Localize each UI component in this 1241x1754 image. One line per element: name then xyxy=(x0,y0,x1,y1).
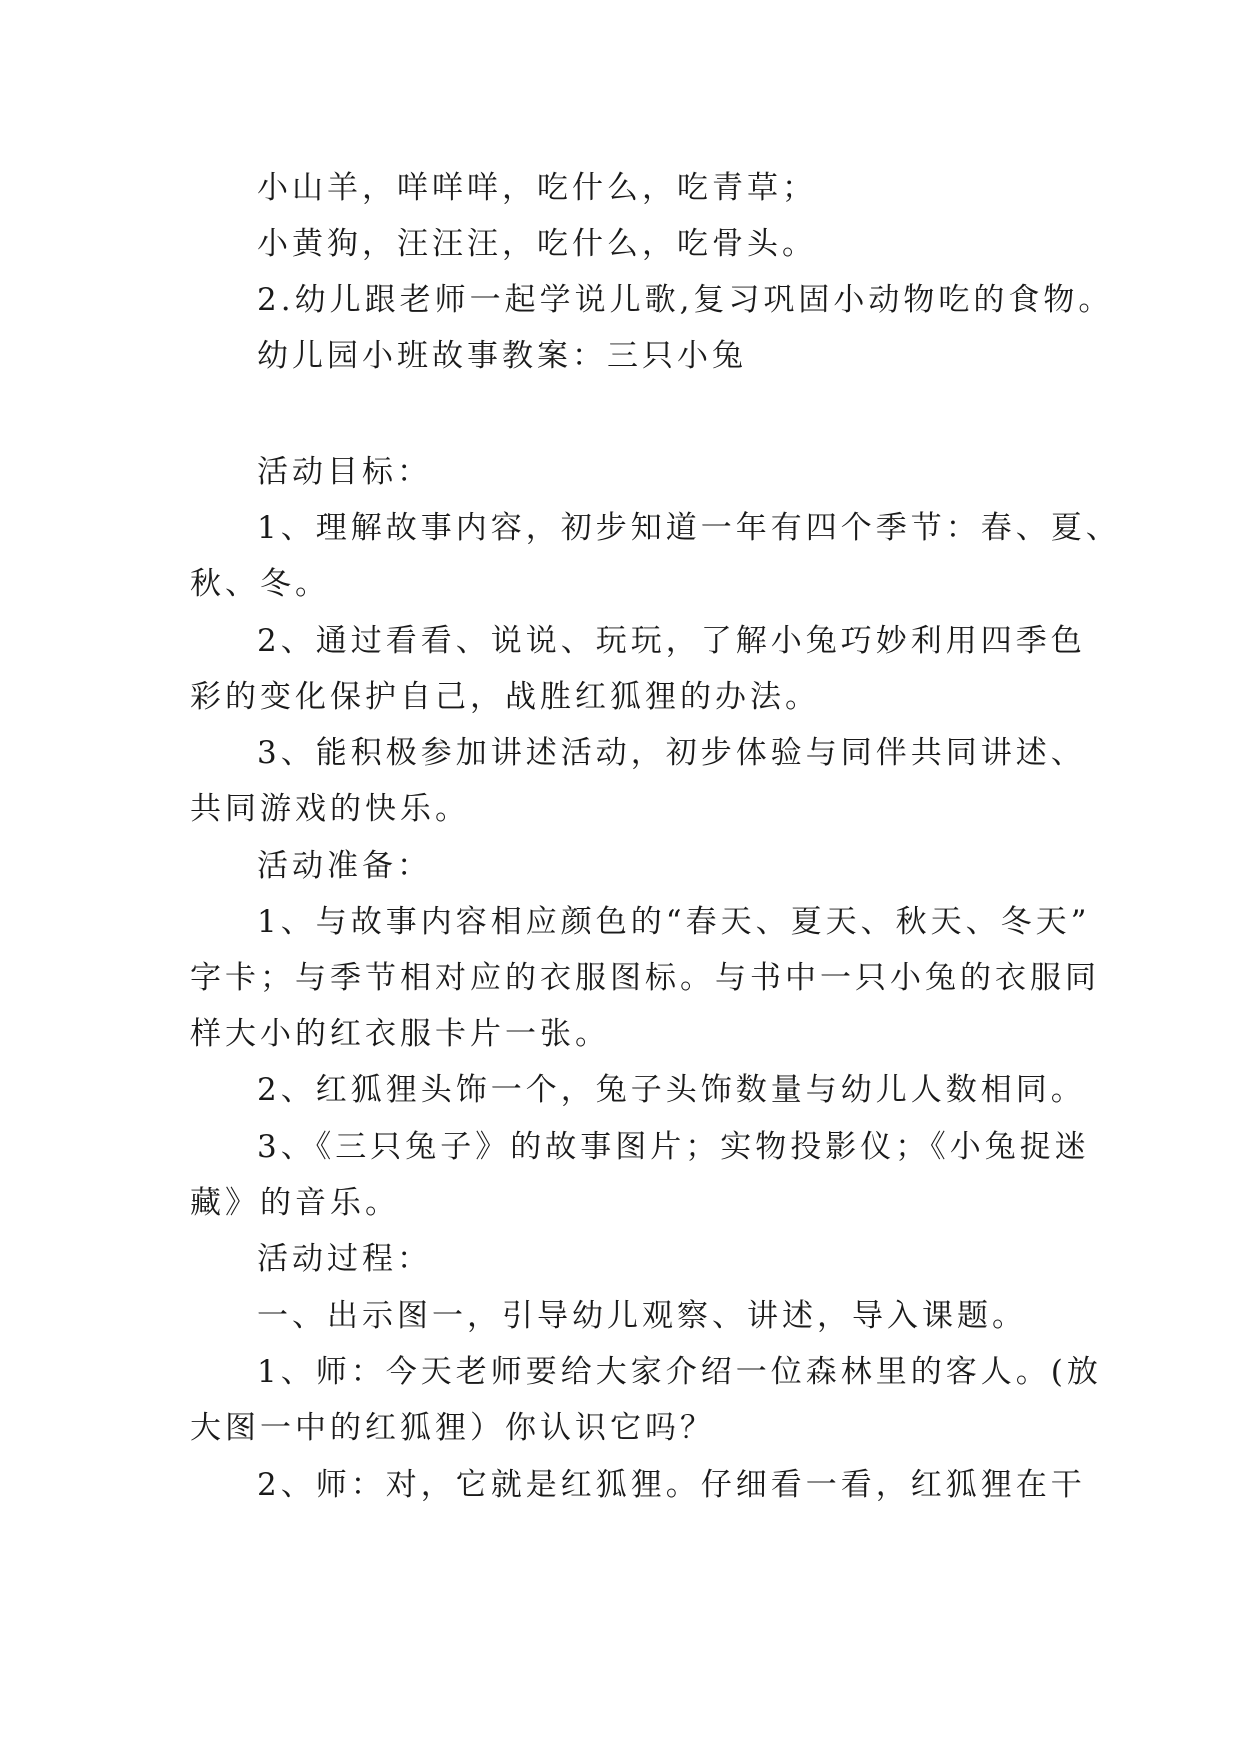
prep-3-text: 3、《三只兔子》的故事图片；实物投影仪；《小兔捉迷 xyxy=(257,1129,1090,1165)
prep-1-continued-2: 样大小的红衣服卡片一张。 xyxy=(190,1016,610,1052)
goal-2-text: 2、通过看看、说说、玩玩，了解小兔巧妙利用四季色 xyxy=(257,623,1086,659)
prep-1-text: 1、与故事内容相应颜色的“春天、夏天、秋天、冬天” xyxy=(257,904,1091,940)
goal-1-text: 1、理解故事内容，初步知道一年有四个季节：春、夏、 xyxy=(257,510,1121,546)
process-1-continued: 大图一中的红狐狸）你认识它吗？ xyxy=(190,1410,715,1446)
section-heading-goals: 活动目标： xyxy=(257,454,432,490)
prep-1-continued: 字卡；与季节相对应的衣服图标。与书中一只小兔的衣服同 xyxy=(190,960,1100,996)
prep-3-continued: 藏》的音乐。 xyxy=(190,1185,400,1221)
process-2-text: 2、师：对，它就是红狐狸。仔细看一看，红狐狸在干 xyxy=(257,1467,1086,1503)
goal-3-continued: 共同游戏的快乐。 xyxy=(190,791,470,827)
goal-1-continued: 秋、冬。 xyxy=(190,566,330,602)
song-line-goat: 小山羊，咩咩咩，吃什么，吃青草； xyxy=(257,170,817,206)
process-1-text: 1、师：今天老师要给大家介绍一位森林里的客人。(放 xyxy=(257,1354,1102,1390)
process-part-1-heading: 一、出示图一，引导幼儿观察、讲述，导入课题。 xyxy=(257,1298,1027,1334)
song-line-dog: 小黄狗，汪汪汪，吃什么，吃骨头。 xyxy=(257,226,817,262)
step-2-text: 2.幼儿跟老师一起学说儿歌,复习巩固小动物吃的食物。 xyxy=(257,282,1114,318)
lesson-title: 幼儿园小班故事教案：三只小兔 xyxy=(257,338,747,374)
prep-2-text: 2、红狐狸头饰一个，兔子头饰数量与幼儿人数相同。 xyxy=(257,1072,1086,1108)
section-heading-prep: 活动准备： xyxy=(257,848,432,884)
goal-2-continued: 彩的变化保护自己，战胜红狐狸的办法。 xyxy=(190,679,820,715)
section-heading-process: 活动过程： xyxy=(257,1241,432,1277)
goal-3-text: 3、能积极参加讲述活动，初步体验与同伴共同讲述、 xyxy=(257,735,1086,771)
